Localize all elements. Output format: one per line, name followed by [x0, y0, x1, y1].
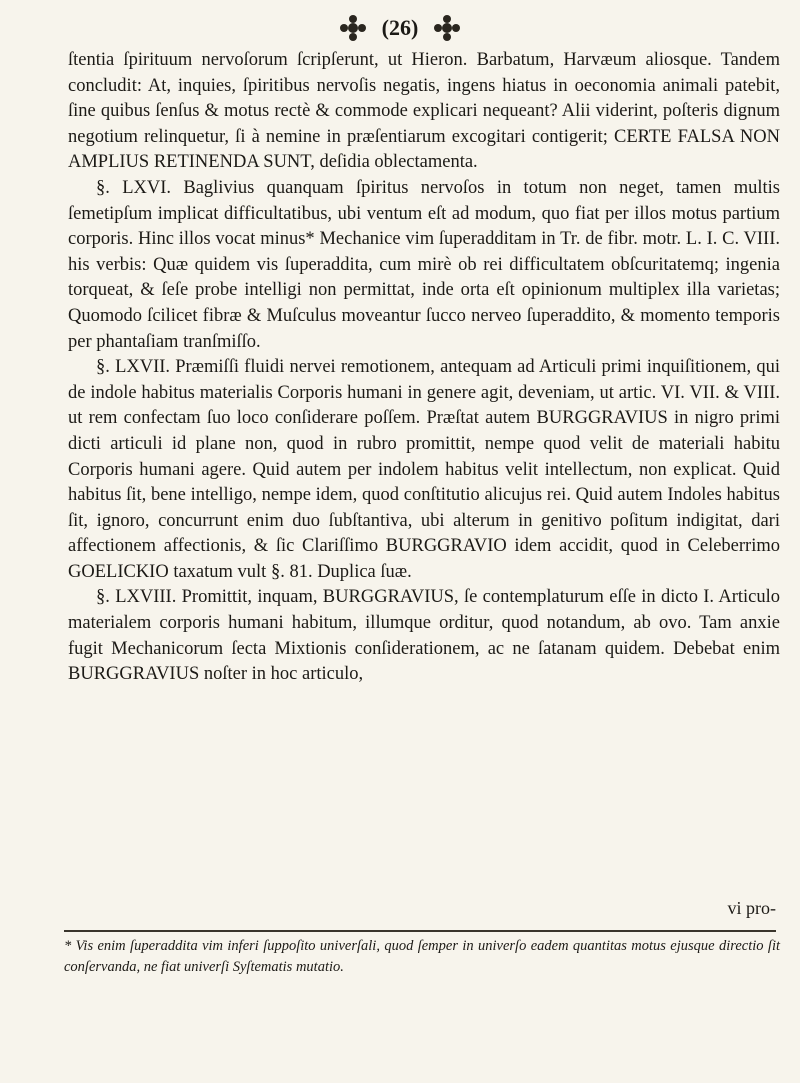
- section-lxviii: §. LXVIII. Promittit, inquam, BURGGRAVIUS, ſe contemplaturum eſſe in dicto I. Articulo materialem corporis humani habitum, illumque orditur, quod notandum, ab ovo. Tam anxie fugit Mechanicorum ſecta Mixtionis conſiderationem, ac ne ſatanam quidem. Debebat enim BURGGRAVIUS noſter in hoc articulo,: [68, 587, 780, 685]
- paragraph-continuation: ſtentia ſpirituum nervoſorum ſcripſerunt, ut Hieron. Barbatum, Harvæum aliosque. Tandem concludit: At, inquies, ſpiritibus nervoſis negatis, ingens hiatus in oeconomia animali patebit, ſine quibus ſenſus & motus rectè & commode explicari nequeant? Alii viderint, poſteris dignum negotium relinquetur, ſi à nemine in præſentiarum excogitari contigerit; CERTE FALSA NON AMPLIUS RETINENDA SUNT, deſidia oblectamenta.: [68, 50, 780, 173]
- page-number: (26): [381, 15, 419, 40]
- section-lxvii: §. LXVII. Præmiſſi fluidi nervei remotionem, antequam ad Articuli primi inquiſitionem, qui de indole habitus materialis Corporis humani in genere agit, deveniam, ut artic. VI. VII. & VIII. ut rem confectam ſuo loco conſiderare poſſem. Præſtat autem BURGGRAVIUS in nigro primi dicti articuli id plane non, quod in rubro promittit, nempe quod velit de materiali habitu Corporis humani agere. Quid autem per indolem habitus velit intellectum, non explicat. Quid habitus ſit, bene intelligo, nempe idem, quod conſtitutio alicujus rei. Quid autem Indoles habitus ſit, ignoro, concurrunt enim duo ſubſtantiva, ubi alterum in genitivo poſitum indigitat, dari affectionem affectionis, & ſic Clariſſimo BURGGRAVIO idem accidit, quod in Celeberrimo GOELICKIO taxatum vult §. 81. Duplica ſuæ.: [68, 357, 780, 582]
- footnote-text: Vis enim ſuperaddita vim inferi ſuppoſito univerſali, quod ſemper in univerſo eadem quantitas motus ejusque directio ſit conſervanda, ne fiat univerſi Syſtematis mutatio.: [64, 938, 781, 975]
- footnote: [64, 936, 780, 978]
- flower-ornament-icon: [432, 13, 462, 43]
- footnote-divider: [64, 930, 776, 932]
- flower-ornament-icon: [338, 13, 368, 43]
- body-text: [68, 48, 780, 688]
- page-header: [0, 8, 800, 48]
- footnote-marker: *: [64, 938, 72, 954]
- section-lxvi: §. LXVI. Baglivius quanquam ſpiritus nervoſos in totum non neget, tamen multis ſemetipſum implicat difficultatibus, ubi ventum eſt ad modum, quo fiat per illos motus partium corporis. Hinc illos vocat minus* Mechanice vim ſuperadditam in Tr. de fibr. motr. L. I. C. VIII. his verbis: Quæ quidem vis ſuperaddita, cum mirè ob rei difficultatem obſcuritatemq; ingenia torqueat, & ſeſe probe intelligi non permittat, inde orta eſt opinionum multiplex illa varietas; Quomodo ſcilicet fibræ & Muſculus moveantur ſucco nerveo ſuperaddito, & momento temporis per phantaſiam tranſmiſſo.: [68, 177, 780, 352]
- catchword: vi pro-: [727, 898, 776, 918]
